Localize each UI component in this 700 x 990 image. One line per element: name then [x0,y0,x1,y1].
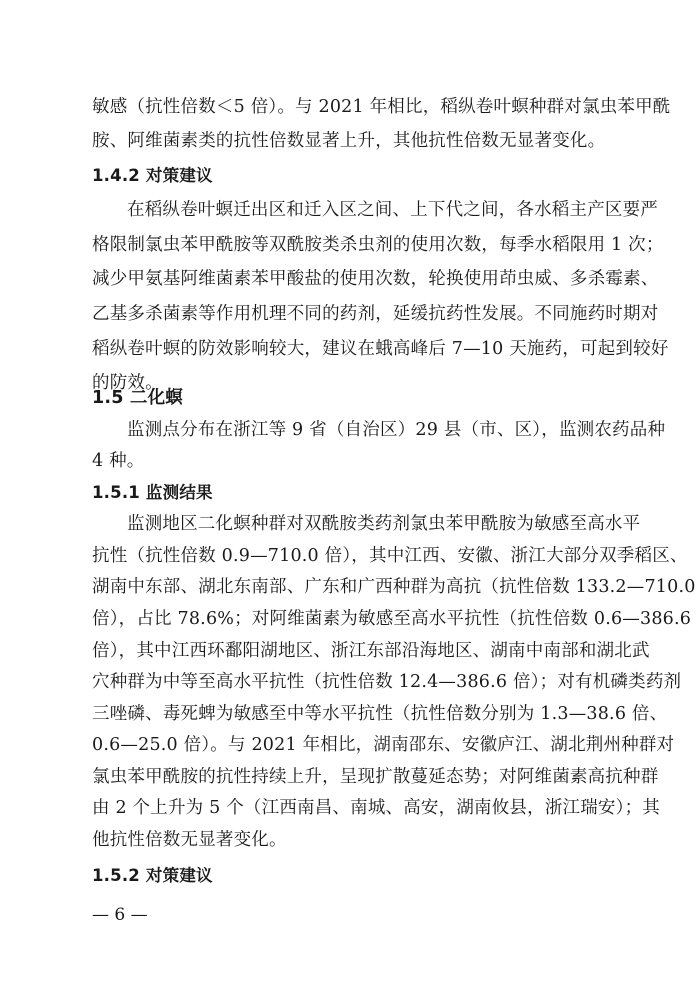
paragraph-line: 在稻纵卷叶螟迁出区和迁入区之间、上下代之间，各水稻主产区要严 [127,200,658,220]
paragraph-line: 倍），其中江西环鄱阳湖地区、浙江东部沿海地区、湖南中南部和湖北武 [92,641,650,661]
section-heading-1-5: 1.5 二化螟 [92,388,183,408]
paragraph-line: 三唑磷、毒死蜱为敏感至中等水平抗性（抗性倍数分别为 1.3—38.6 倍、 [92,704,668,724]
paragraph-line: 胺、阿维菌素类的抗性倍数显著上升，其他抗性倍数无显著变化。 [92,131,606,151]
paragraph-line: 4 种。 [92,451,145,471]
paragraph-line: 他抗性倍数无显著变化。 [92,830,287,850]
paragraph-line: 由 2 个上升为 5 个（江西南昌、南城、高安，湖南攸县，浙江瑞安）；其 [92,798,660,818]
section-heading-1-4-2: 1.4.2 对策建议 [92,166,213,185]
paragraph-line: 穴种群为中等至高水平抗性（抗性倍数 12.4—386.6 倍）；对有机磷类药剂 [92,672,682,692]
paragraph-line: 的防效。 [92,373,163,393]
paragraph-line: 氯虫苯甲酰胺的抗性持续上升，呈现扩散蔓延态势；对阿维菌素高抗种群 [92,767,659,787]
paragraph-line: 监测点分布在浙江等 9 省（自治区）29 县（市、区），监测农药品种 [127,420,666,440]
paragraph-line: 0.6—25.0 倍）。与 2021 年相比，湖南邵东、安徽庐江、湖北荆州种群对 [92,735,675,755]
paragraph-line: 稻纵卷叶螟的防效影响较大，建议在蛾高峰后 7—10 天施药，可起到较好 [92,339,669,359]
paragraph-line: 监测地区二化螟种群对双酰胺类药剂氯虫苯甲酰胺为敏感至高水平 [127,514,641,534]
paragraph-line: 敏感（抗性倍数＜5 倍）。与 2021 年相比，稻纵卷叶螟种群对氯虫苯甲酰 [92,97,671,117]
section-heading-1-5-2: 1.5.2 对策建议 [92,866,213,885]
paragraph-line: 减少甲氨基阿维菌素苯甲酸盐的使用次数，轮换使用茚虫威、多杀霉素、 [92,269,659,289]
paragraph-line: 乙基多杀菌素等作用机理不同的药剂，延缓抗药性发展。不同施药时期对 [92,304,659,324]
page-number: — 6 — [92,905,148,925]
section-heading-1-5-1: 1.5.1 监测结果 [92,483,213,502]
paragraph-line: 抗性（抗性倍数 0.9—710.0 倍），其中江西、安徽、浙江大部分双季稻区、 [92,546,688,566]
paragraph-line: 格限制氯虫苯甲酰胺等双酰胺类杀虫剂的使用次数，每季水稻限用 1 次； [92,235,664,255]
paragraph-line: 倍），占比 78.6%；对阿维菌素为敏感至高水平抗性（抗性倍数 0.6—386.6 [92,609,692,629]
paragraph-line: 湖南中东部、湖北东南部、广东和广西种群为高抗（抗性倍数 133.2—710.0 [92,577,696,597]
